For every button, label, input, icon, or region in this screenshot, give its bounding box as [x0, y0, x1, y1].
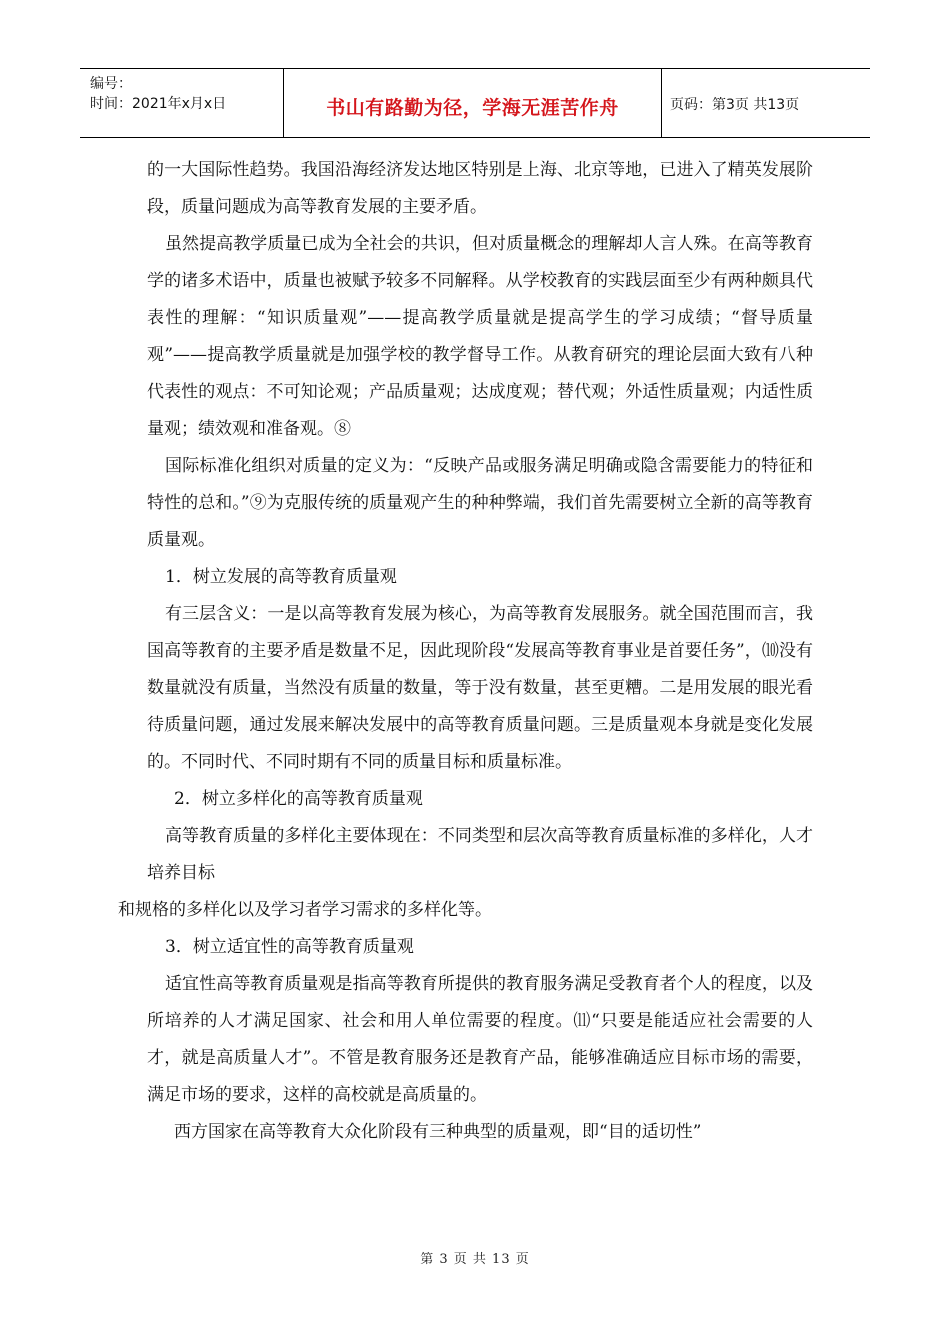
- document-time-label: 时间：2021年x月x日: [90, 96, 227, 112]
- document-body: [118, 152, 813, 1151]
- paragraph-5b: 和规格的多样化以及学习者学习需求的多样化等。: [118, 900, 492, 920]
- header-meta-cell: [80, 69, 284, 137]
- paragraph-1: 的一大国际性趋势。我国沿海经济发达地区特别是上海、北京等地，已进入了精英发展阶段，质量问题成为高等教育发展的主要矛盾。: [147, 160, 813, 217]
- paragraph-2: 虽然提高教学质量已成为全社会的共识，但对质量概念的理解却人言人殊。在高等教育学的诸多术语中，质量也被赋予较多不同解释。从学校教育的实践层面至少有两种颇具代表性的理解：“知识质量观”——提高教学质量就是提高学生的学习成绩；“督导质量观”——提高教学质量就是加强学校的教学督导工作。从教育研究的理论层面大致有八种代表性的观点：不可知论观；产品质量观；达成度观；替代观；外适性质量观；内适性质量观；绩效观和准备观。⑧: [147, 234, 813, 439]
- section-heading-3: 3．树立适宜性的高等教育质量观: [165, 937, 414, 957]
- document-number-label: 编号：: [90, 76, 132, 92]
- section-heading-2: 2．树立多样化的高等教育质量观: [174, 789, 423, 809]
- paragraph-3: 国际标准化组织对质量的定义为：“反映产品或服务满足明确或隐含需要能力的特征和特性的总和。”⑨为克服传统的质量观产生的种种弊端，我们首先需要树立全新的高等教育质量观。: [147, 456, 813, 550]
- header-slogan-cell: [284, 69, 662, 137]
- paragraph-5a: 高等教育质量的多样化主要体现在：不同类型和层次高等教育质量标准的多样化，人才培养目标: [147, 826, 813, 883]
- paragraph-4: 有三层含义：一是以高等教育发展为核心，为高等教育发展服务。就全国范围而言，我国高等教育的主要矛盾是数量不足，因此现阶段“发展高等教育事业是首要任务”，⑽没有数量就没有质量，当然没有质量的数量，等于没有数量，甚至更糟。二是用发展的眼光看待质量问题，通过发展来解决发展中的高等教育质量问题。三是质量观本身就是变化发展的。不同时代、不同时期有不同的质量目标和质量标准。: [147, 604, 813, 772]
- header-table: [80, 68, 870, 138]
- paragraph-7: 西方国家在高等教育大众化阶段有三种典型的质量观，即“目的适切性”: [174, 1122, 702, 1142]
- paragraph-6: 适宜性高等教育质量观是指高等教育所提供的教育服务满足受教育者个人的程度，以及所培养的人才满足国家、社会和用人单位需要的程度。⑾“只要是能适应社会需要的人才，就是高质量人才”。不管是教育服务还是教育产品，能够准确适应目标市场的需要，满足市场的要求，这样的高校就是高质量的。: [147, 974, 813, 1105]
- header-slogan: 书山有路勤为径，学海无涯苦作舟: [326, 97, 619, 119]
- header-page-info: 页码：第3页 共13页: [670, 97, 800, 113]
- page-footer: 第 3 页 共 13 页: [420, 1252, 530, 1267]
- header-page-cell: [662, 69, 870, 137]
- section-heading-1: 1．树立发展的高等教育质量观: [165, 567, 397, 587]
